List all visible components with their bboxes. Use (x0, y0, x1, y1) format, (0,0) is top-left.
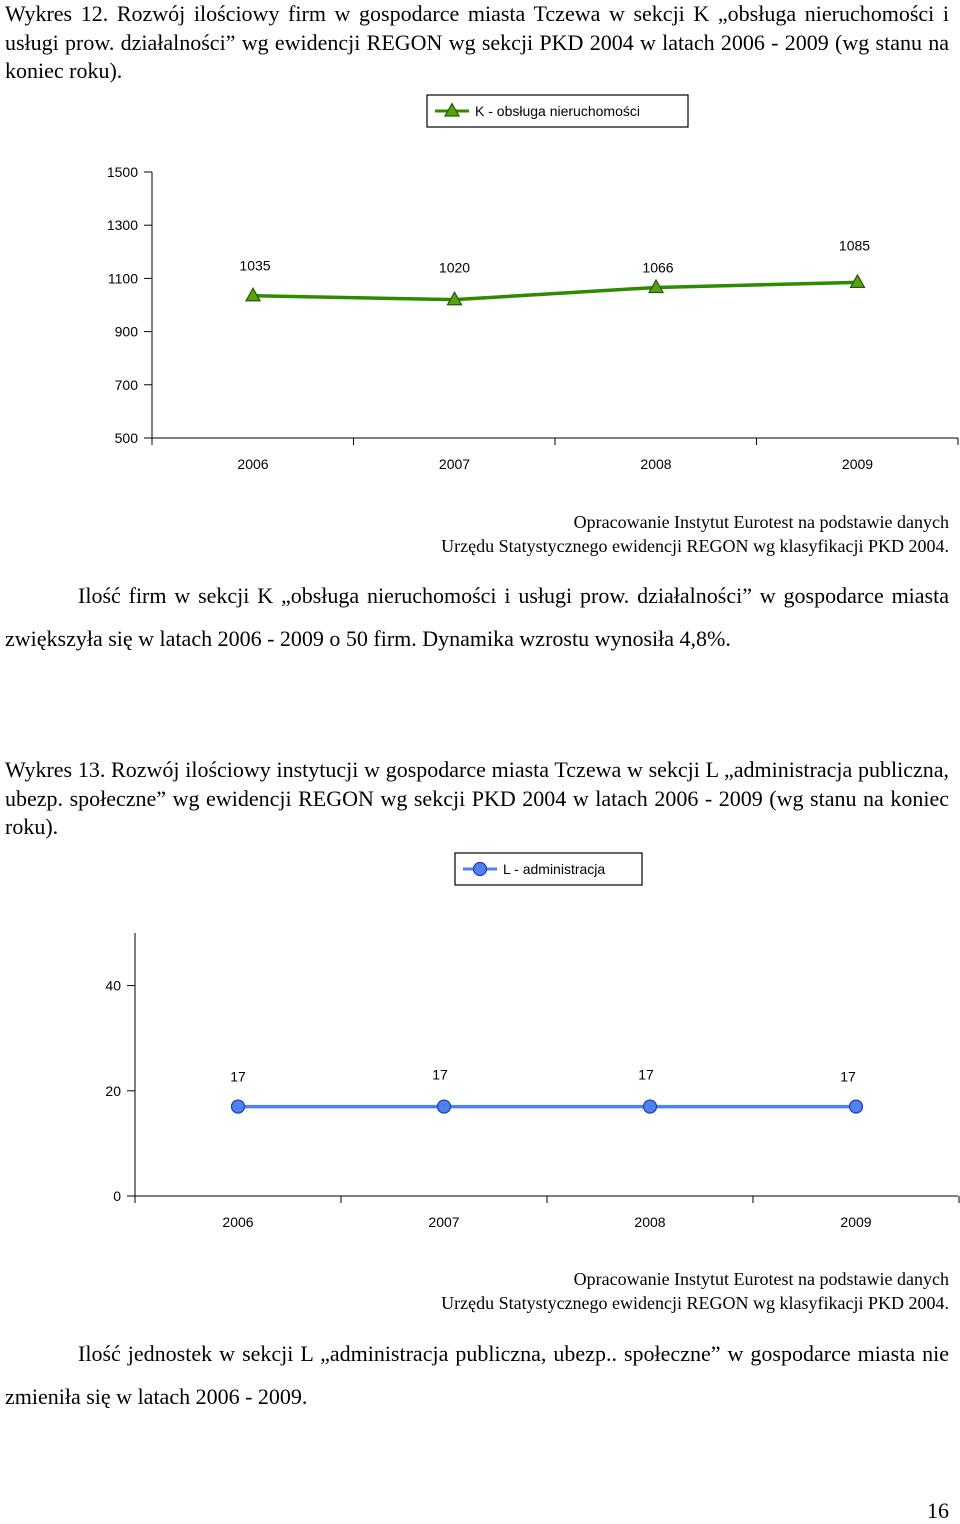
chart-1-svg (0, 0, 960, 490)
x-tick-label: 2006 (222, 1214, 254, 1230)
y-tick-label: 40 (105, 977, 121, 994)
source-12-line-2: Urzędu Statystycznego ewidencji REGON wg klasyfikacji PKD 2004. (441, 536, 949, 556)
source-13-line-1: Opracowanie Instytut Eurotest na podstawie danych (573, 1269, 949, 1289)
data-point (438, 1100, 451, 1113)
series-line (253, 282, 858, 299)
y-tick-label: 20 (105, 1082, 121, 1099)
y-tick-label: 500 (114, 430, 138, 446)
paragraph-12: Ilość firm w sekcji K „obsługa nieruchomości i usługi prow. działalności” w gospodarce miasta zwiększyła się w latach 2006 - 2009 o 50 firm. Dynamika wzrostu wynosiła 4,8%. (5, 583, 949, 651)
x-tick-label: 2009 (840, 1214, 872, 1230)
chart-wykres-12 (0, 0, 960, 490)
chart-2-svg (0, 840, 960, 1240)
data-label: 17 (230, 1068, 246, 1085)
source-13-line-2: Urzędu Statystycznego ewidencji REGON wg klasyfikacji PKD 2004. (441, 1293, 949, 1313)
page-number: 16 (927, 1498, 949, 1523)
data-label: 17 (638, 1066, 654, 1083)
chart-wykres-13 (0, 840, 960, 1240)
y-tick-label: 1500 (106, 164, 138, 180)
x-tick-label: 2007 (428, 1214, 460, 1230)
source-12-line-1: Opracowanie Instytut Eurotest na podstawie danych (573, 512, 949, 532)
paragraph-13: Ilość jednostek w sekcji L „administracja publiczna, ubezp.. społeczne” w gospodarce miasta nie zmieniła się w latach 2006 - 2009. (5, 1341, 949, 1409)
x-tick-label: 2006 (237, 456, 269, 472)
data-label: 17 (840, 1068, 856, 1085)
x-tick-label: 2008 (634, 1214, 666, 1230)
legend-marker (474, 863, 487, 876)
legend-label: L - administracja (503, 861, 606, 877)
data-point (644, 1100, 657, 1113)
y-tick-label: 0 (113, 1188, 121, 1204)
source-note-12 (441, 510, 949, 558)
caption-wykres-12: Wykres 12. Rozwój ilościowy firm w gospodarce miasta Tczewa w sekcji K „obsługa nieruchomości i usługi prow. działalności” wg ewidencji REGON wg sekcji PKD 2004 w latach 2006 - 2009 (wg stanu na koniec roku). (5, 1, 949, 83)
y-tick-label: 1100 (107, 270, 138, 287)
data-point (232, 1100, 245, 1113)
legend-label: K - obsługa nieruchomości (475, 103, 640, 119)
data-label: 1035 (239, 257, 271, 274)
x-tick-label: 2007 (438, 456, 471, 472)
y-tick-label: 900 (114, 323, 138, 340)
data-label: 17 (432, 1066, 448, 1083)
data-label: 1020 (438, 259, 471, 276)
x-tick-label: 2008 (640, 456, 672, 472)
data-label: 1085 (838, 237, 871, 254)
data-point (850, 1100, 863, 1113)
source-note-13 (441, 1267, 949, 1315)
x-tick-label: 2009 (841, 456, 874, 472)
data-label: 1066 (642, 259, 674, 276)
y-tick-label: 1300 (106, 217, 138, 234)
y-tick-label: 700 (114, 376, 138, 393)
caption-wykres-13: Wykres 13. Rozwój ilościowy instytucji w gospodarce miasta Tczewa w sekcji L „administracja publiczna, ubezp. społeczne” wg ewidencji REGON wg sekcji PKD 2004 w latach 2006 - 2009 (wg stanu na koniec roku). (5, 757, 949, 839)
